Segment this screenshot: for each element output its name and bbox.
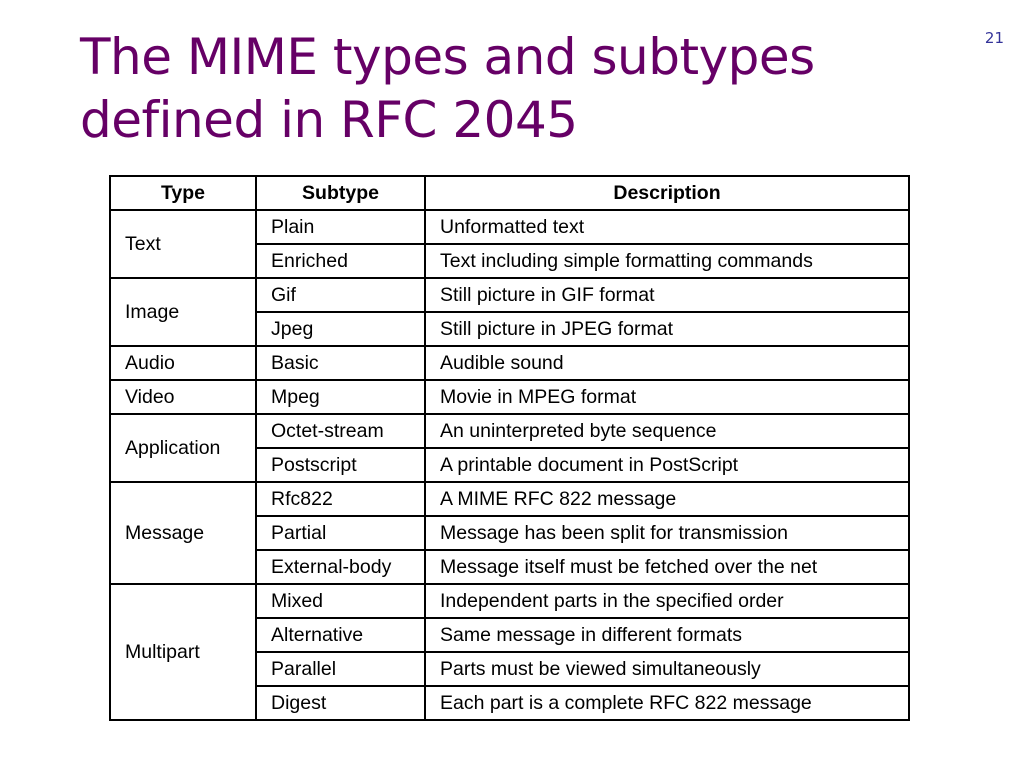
description-cell: Unformatted text [425,210,909,244]
slide-title: The MIME types and subtypes defined in RFC 2045 [80,28,815,149]
column-header-description: Description [425,176,909,210]
type-cell: Image [110,278,256,346]
subtype-cell: Digest [256,686,425,720]
description-cell: A printable document in PostScript [425,448,909,482]
subtype-cell: Postscript [256,448,425,482]
subtype-cell: Octet-stream [256,414,425,448]
table-row [110,584,909,618]
type-cell: Message [110,482,256,584]
mime-types-table [109,175,910,721]
description-cell: Message has been split for transmission [425,516,909,550]
description-cell: Audible sound [425,346,909,380]
table-row [110,482,909,516]
description-cell: Each part is a complete RFC 822 message [425,686,909,720]
subtype-cell: Partial [256,516,425,550]
subtype-cell: Basic [256,346,425,380]
description-cell: A MIME RFC 822 message [425,482,909,516]
description-cell: Parts must be viewed simultaneously [425,652,909,686]
subtype-cell: Gif [256,278,425,312]
subtype-cell: Alternative [256,618,425,652]
description-cell: Same message in different formats [425,618,909,652]
column-header-subtype: Subtype [256,176,425,210]
table-header-row [110,176,909,210]
column-header-type: Type [110,176,256,210]
table-row [110,414,909,448]
table-row [110,380,909,414]
subtype-cell: Rfc822 [256,482,425,516]
subtype-cell: Mixed [256,584,425,618]
subtype-cell: Mpeg [256,380,425,414]
type-cell: Application [110,414,256,482]
table-row [110,278,909,312]
subtype-cell: External-body [256,550,425,584]
page-number: 21 [984,29,1004,47]
description-cell: Independent parts in the specified order [425,584,909,618]
description-cell: Text including simple formatting commands [425,244,909,278]
type-cell: Video [110,380,256,414]
description-cell: Still picture in GIF format [425,278,909,312]
subtype-cell: Jpeg [256,312,425,346]
description-cell: Movie in MPEG format [425,380,909,414]
table-row [110,346,909,380]
subtype-cell: Parallel [256,652,425,686]
type-cell: Multipart [110,584,256,720]
subtype-cell: Enriched [256,244,425,278]
description-cell: An uninterpreted byte sequence [425,414,909,448]
table-row [110,210,909,244]
type-cell: Audio [110,346,256,380]
subtype-cell: Plain [256,210,425,244]
description-cell: Still picture in JPEG format [425,312,909,346]
type-cell: Text [110,210,256,278]
description-cell: Message itself must be fetched over the net [425,550,909,584]
